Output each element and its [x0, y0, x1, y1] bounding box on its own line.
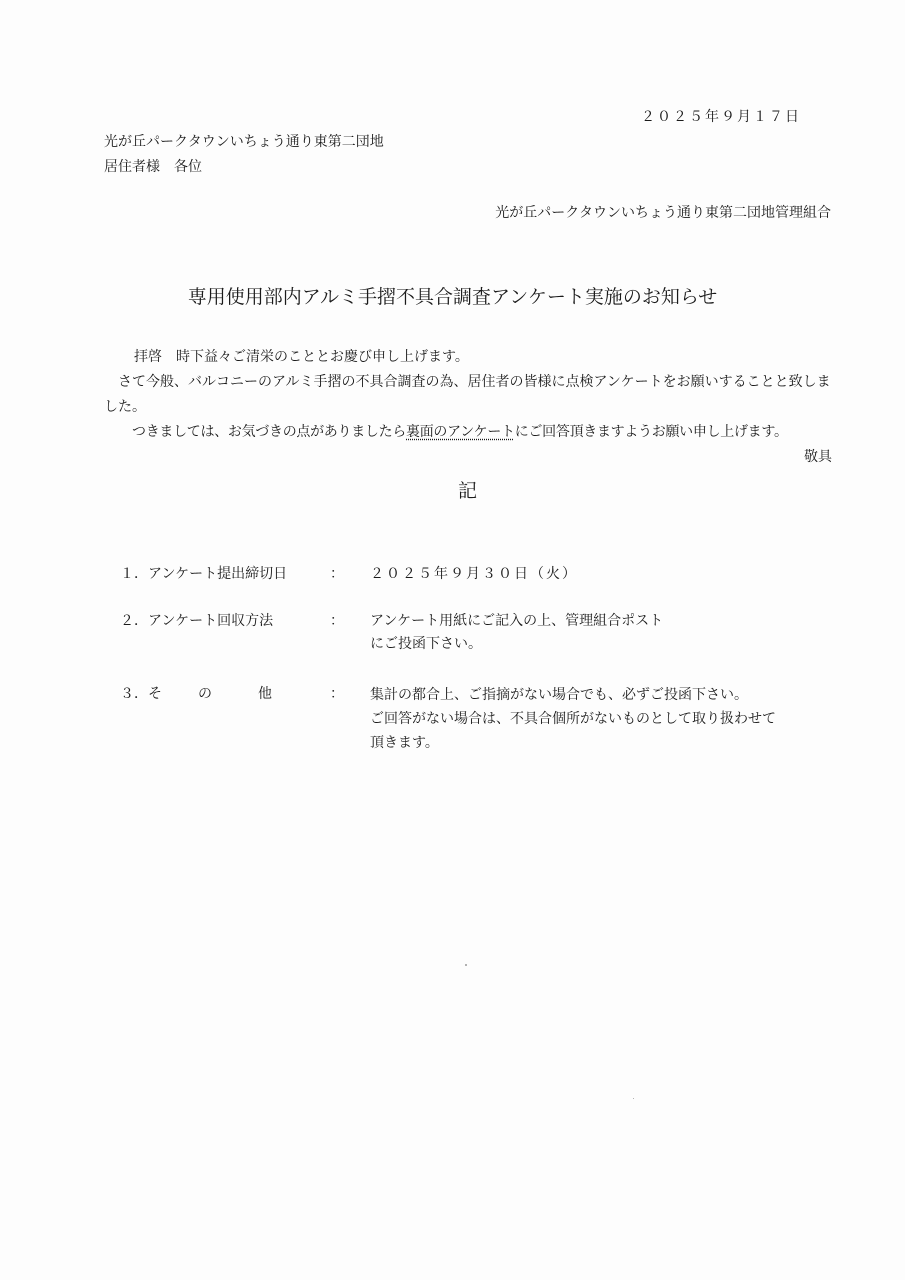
- body-paragraph-2: さて今般、バルコニーのアルミ手摺の不具合調査の為、居住者の皆様に点検アンケートをお願いすることと致しました。: [104, 374, 831, 415]
- closing-keigu: 敬具: [804, 449, 832, 465]
- item-3-char-2: の: [198, 686, 212, 702]
- item-3-label: [120, 683, 288, 706]
- scan-speck: [633, 1098, 634, 1099]
- scan-speck: [465, 964, 467, 966]
- recipient-line-1: 光が丘パークタウンいちょう通り東第二団地: [104, 134, 384, 150]
- item-1-label: １．アンケート提出締切日: [120, 566, 288, 582]
- item-1-value: [370, 563, 840, 586]
- deadline-date: ２０２５年９月３０日（火）: [370, 566, 578, 582]
- item-3-number: ３．: [120, 686, 148, 702]
- survey-reference: 裏面のアンケート: [406, 424, 515, 440]
- item-1-colon: ：: [330, 566, 344, 582]
- item-2-label: ２．アンケート回収方法: [120, 613, 274, 629]
- item-3-value-line-1: 集計の都合上、ご指摘がない場合でも、必ずご投函下さい。: [370, 687, 748, 703]
- sender-name: 光が丘パークタウンいちょう通り東第二団地管理組合: [495, 205, 831, 221]
- item-3-char-1: そ: [148, 686, 162, 702]
- body-paragraph-3: [104, 420, 832, 445]
- ki-heading: 記: [457, 480, 477, 502]
- recipient-line-2: 居住者様 各位: [104, 159, 202, 175]
- issue-date: ２０２５年９月１７日: [641, 109, 801, 125]
- paragraph-3-after: にご回答頂きますようお願い申し上げます。: [514, 424, 788, 440]
- greeting-paragraph: 拝啓 時下益々ご清栄のこととお慶び申し上げます。: [134, 349, 469, 365]
- item-2-value-line-1: アンケート用紙にご記入の上、管理組合ポスト: [370, 613, 664, 629]
- item-3-value-line-2: ご回答がない場合は、不具合個所がないものとして取り扱わせて: [370, 711, 776, 727]
- item-2-value-line-2: にご投函下さい。: [370, 636, 482, 652]
- document-title: 専用使用部内アルミ手摺不具合調査アンケート実施のお知らせ: [187, 286, 718, 308]
- item-3-colon: ：: [330, 686, 344, 702]
- item-2-colon: ：: [330, 613, 344, 629]
- item-3-char-3: 他: [258, 686, 272, 702]
- letter-body: [104, 345, 832, 470]
- item-2-value: [370, 610, 840, 656]
- paragraph-3-before: つきましては、お気づきの点がありましたら: [132, 424, 406, 440]
- item-3-value-line-3: 頂きます。: [370, 735, 439, 751]
- item-3-value: [370, 683, 840, 755]
